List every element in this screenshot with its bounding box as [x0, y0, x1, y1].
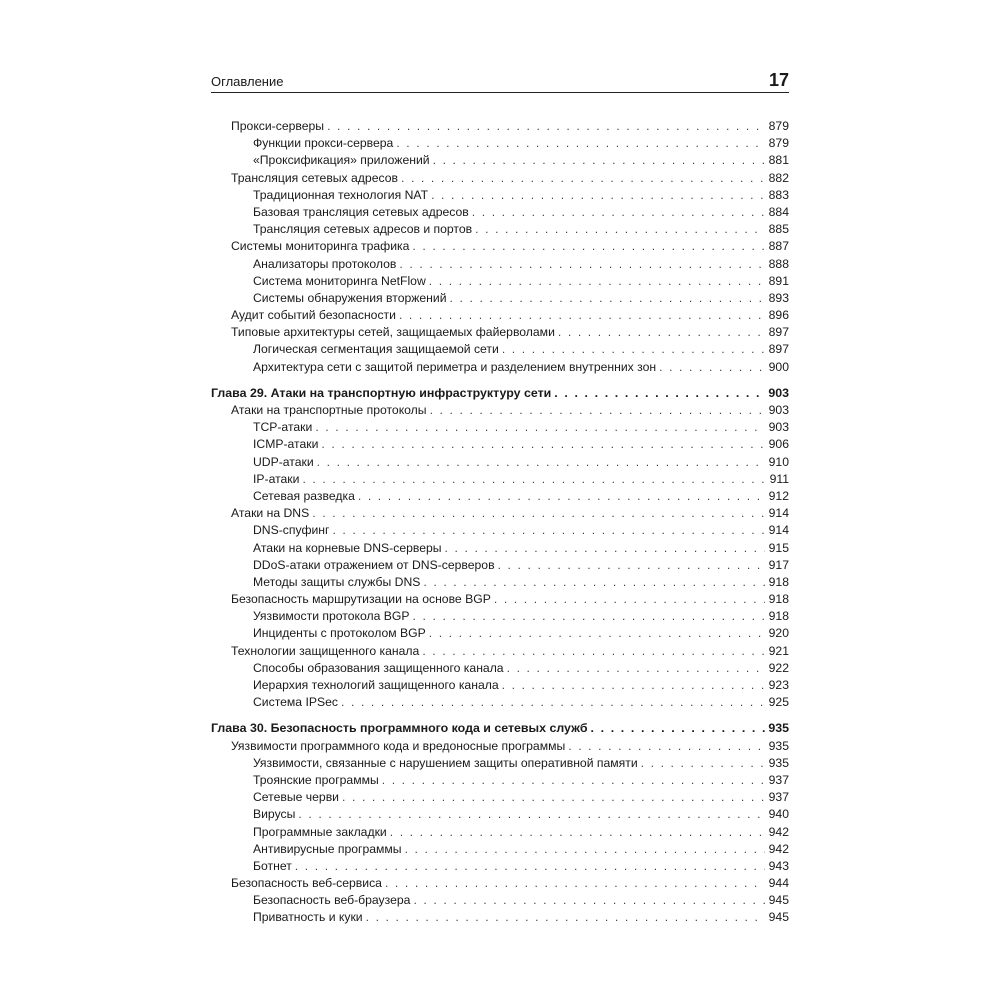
toc-entry[interactable] [211, 324, 789, 341]
toc-entry-title: Системы мониторинга трафика [231, 239, 410, 254]
toc-entry-page: 935 [768, 738, 789, 753]
toc-entry-title: ICMP-атаки [253, 437, 319, 452]
toc-entry-page: 911 [769, 471, 789, 486]
toc-entry-title: Система IPSec [253, 695, 338, 710]
chapter-spacer [211, 376, 789, 385]
dot-leader [641, 755, 765, 772]
toc-entry[interactable] [211, 187, 789, 204]
toc-entry[interactable] [211, 841, 789, 858]
toc-entry-title: Атаки на DNS [231, 506, 310, 521]
toc-entry-title: Атаки на транспортные протоколы [231, 403, 427, 417]
toc-entry-title: Ботнет [253, 858, 292, 873]
dot-leader [422, 643, 765, 660]
toc-entry-title: DDoS-атаки отражением от DNS-серверов [253, 557, 495, 572]
dot-leader [445, 540, 765, 557]
toc-entry-title: IP-атаки [253, 471, 300, 486]
toc-entry-page: 893 [768, 290, 789, 305]
toc-entry-page: 945 [768, 910, 789, 925]
dot-leader [382, 772, 765, 789]
toc-entry[interactable] [211, 341, 789, 358]
toc-entry[interactable] [211, 540, 789, 557]
page-number: 17 [768, 70, 789, 90]
dot-leader [450, 290, 765, 307]
toc-entry-title: Уязвимости, связанные с нарушением защиты оперативной памяти [253, 755, 638, 770]
toc-entry-page: 885 [768, 222, 789, 237]
dot-leader [321, 436, 765, 453]
toc-entry-page: 906 [768, 437, 789, 452]
dot-leader [412, 238, 765, 255]
running-header [211, 70, 789, 93]
toc-entry[interactable] [211, 118, 789, 135]
toc-entry[interactable] [211, 677, 789, 694]
dot-leader [429, 625, 765, 642]
dot-leader [312, 505, 765, 522]
dot-leader [399, 256, 765, 273]
toc-entry[interactable] [211, 755, 789, 772]
toc-entry-title: Вирусы [253, 807, 296, 822]
dot-leader [396, 135, 765, 152]
toc-entry-title: Глава 29. Атаки на транспортную инфраструктуру сети [211, 385, 552, 400]
running-header-title: Оглавление [211, 74, 284, 89]
toc-entry-page: 914 [768, 506, 789, 521]
toc-entry-title: Безопасность веб-сервиса [231, 876, 382, 891]
toc-entry-title: Базовая трансляция сетевых адресов [253, 204, 469, 219]
dot-leader [472, 204, 765, 221]
toc-entry-title: Глава 30. Безопасность программного кода и сетевых служб [211, 721, 588, 736]
toc-entry-page: 888 [768, 256, 789, 271]
toc-entry-page: 896 [768, 308, 789, 323]
toc-entry[interactable] [211, 660, 789, 677]
dot-leader [591, 720, 765, 737]
toc-entry-page: 900 [768, 359, 789, 374]
toc-entry-page: 903 [768, 403, 789, 417]
toc-entry[interactable] [211, 875, 789, 892]
toc-entry-page: 942 [768, 824, 789, 839]
toc-entry[interactable] [211, 471, 789, 488]
dot-leader [399, 307, 765, 324]
toc-entry-page: 945 [768, 893, 789, 908]
toc-entry-title: Антивирусные программы [253, 841, 402, 856]
toc-entry-page: 897 [768, 342, 789, 357]
toc-entry-title: Традиционная технология NAT [253, 187, 429, 202]
dot-leader [498, 557, 765, 574]
toc-entry-page: 921 [768, 643, 789, 658]
toc-entry-page: 897 [768, 325, 789, 340]
dot-leader [302, 471, 765, 488]
toc-entry-page: 912 [768, 488, 789, 503]
toc-entry-title: Безопасность маршрутизации на основе BGP [231, 592, 491, 607]
dot-leader [385, 875, 765, 892]
toc-entry[interactable] [211, 204, 789, 221]
dot-leader [341, 694, 765, 711]
toc-entry[interactable] [211, 806, 789, 823]
toc-entry-page: 879 [768, 136, 789, 151]
toc-entry[interactable] [211, 505, 789, 522]
toc-entry-title: Способы образования защищенного канала [253, 660, 504, 675]
dot-leader [315, 419, 765, 436]
dot-leader [366, 909, 765, 926]
toc-entry-page: 937 [768, 790, 789, 805]
toc-entry[interactable] [211, 591, 789, 608]
toc-entry-page: 918 [768, 609, 789, 624]
toc-entry-title: Логическая сегментация защищаемой сети [253, 342, 499, 357]
toc-entry-page: 920 [768, 626, 789, 641]
toc-entry-title: Анализаторы протоколов [253, 256, 397, 271]
dot-leader [494, 591, 765, 608]
toc-entry[interactable] [211, 738, 789, 755]
toc-entry-title: Сетевая разведка [253, 488, 355, 503]
dot-leader [431, 187, 765, 204]
dot-leader [502, 341, 765, 358]
toc-entry[interactable] [211, 824, 789, 841]
toc-entry-page: 903 [768, 385, 789, 400]
toc-entry[interactable] [211, 574, 789, 591]
toc-entry[interactable] [211, 170, 789, 187]
toc-entry[interactable] [211, 307, 789, 324]
toc-entry[interactable] [211, 454, 789, 471]
toc-entry-title: Методы защиты службы DNS [253, 574, 421, 589]
toc-chapter-entry[interactable] [211, 720, 789, 737]
dot-leader [433, 152, 765, 169]
toc-entry[interactable] [211, 625, 789, 642]
dot-leader [430, 402, 765, 419]
toc-entry-title: Функции прокси-сервера [253, 136, 394, 151]
chapter-spacer [211, 711, 789, 720]
dot-leader [502, 677, 765, 694]
dot-leader [327, 118, 765, 135]
dot-leader [507, 660, 765, 677]
toc-entry-page: 935 [768, 755, 789, 770]
dot-leader [568, 738, 765, 755]
dot-leader [358, 488, 765, 505]
toc-entry-page: 922 [768, 660, 789, 675]
toc-entry-page: 887 [768, 239, 789, 254]
dot-leader [413, 892, 765, 909]
toc-entry-page: 935 [768, 721, 789, 736]
dot-leader [475, 221, 765, 238]
toc-entry-title: Безопасность веб-браузера [253, 893, 411, 908]
toc-entry[interactable] [211, 909, 789, 926]
toc-entry-title: Приватность и куки [253, 910, 363, 925]
dot-leader [390, 824, 765, 841]
toc-entry-title: Система мониторинга NetFlow [253, 273, 426, 288]
toc-entry-title: «Проксификация» приложений [253, 153, 430, 168]
toc-entry[interactable] [211, 522, 789, 539]
dot-leader [298, 806, 765, 823]
toc-entry-title: Иерархия технологий защищенного канала [253, 678, 499, 692]
toc-entry[interactable] [211, 152, 789, 169]
toc-entry-page: 914 [768, 523, 789, 538]
toc-page [211, 70, 789, 927]
toc-entry-title: Типовые архитектуры сетей, защищаемых файерволами [231, 325, 555, 340]
toc-entry-page: 923 [768, 678, 789, 692]
dot-leader [332, 522, 765, 539]
toc-entry-title: Трансляция сетевых адресов и портов [253, 222, 473, 237]
toc-entry-title: UDP-атаки [253, 454, 314, 469]
dot-leader [405, 841, 765, 858]
toc-entry[interactable] [211, 557, 789, 574]
dot-leader [659, 359, 765, 376]
toc-chapter-entry[interactable] [211, 385, 789, 402]
toc-entry[interactable] [211, 488, 789, 505]
toc-entry-page: 882 [768, 170, 789, 185]
toc-entry-title: Трансляция сетевых адресов [231, 170, 398, 185]
toc-entry-page: 940 [768, 807, 789, 822]
toc-entry[interactable] [211, 772, 789, 789]
toc-entry-title: Атаки на корневые DNS-серверы [253, 540, 442, 555]
toc-entry-title: Инциденты с протоколом BGP [253, 626, 426, 641]
dot-leader [423, 574, 765, 591]
table-of-contents [211, 118, 789, 927]
toc-entry[interactable] [211, 419, 789, 436]
toc-entry[interactable] [211, 290, 789, 307]
toc-entry-page: 917 [768, 557, 789, 572]
toc-entry-page: 910 [768, 454, 789, 469]
toc-entry[interactable] [211, 238, 789, 255]
toc-entry-title: Архитектура сети с защитой периметра и разделением внутренних зон [253, 359, 657, 374]
toc-entry-page: 879 [768, 119, 789, 133]
toc-entry-page: 937 [768, 772, 789, 787]
toc-entry-title: Уязвимости программного кода и вредоносные программы [231, 738, 566, 753]
toc-entry-title: Сетевые черви [253, 790, 339, 805]
dot-leader [558, 324, 765, 341]
toc-entry-title: Системы обнаружения вторжений [253, 290, 447, 305]
toc-entry-page: 942 [768, 841, 789, 856]
toc-entry-page: 891 [768, 273, 789, 288]
toc-entry[interactable] [211, 858, 789, 875]
toc-entry-page: 918 [768, 574, 789, 589]
toc-entry[interactable] [211, 273, 789, 290]
toc-entry[interactable] [211, 892, 789, 909]
dot-leader [401, 170, 765, 187]
toc-entry[interactable] [211, 608, 789, 625]
toc-entry-page: 881 [768, 153, 789, 168]
toc-entry[interactable] [211, 135, 789, 152]
toc-entry[interactable] [211, 789, 789, 806]
toc-entry[interactable] [211, 359, 789, 376]
toc-entry-title: DNS-спуфинг [253, 523, 330, 538]
toc-entry-title: Программные закладки [253, 824, 387, 839]
toc-entry-page: 918 [768, 592, 789, 607]
toc-entry-title: Аудит событий безопасности [231, 308, 396, 323]
toc-entry-page: 925 [768, 695, 789, 710]
toc-entry-page: 943 [768, 858, 789, 873]
toc-entry-title: Троянские программы [253, 772, 379, 787]
toc-entry[interactable] [211, 694, 789, 711]
dot-leader [342, 789, 765, 806]
toc-entry-title: Технологии защищенного канала [231, 643, 420, 658]
dot-leader [429, 273, 765, 290]
toc-entry[interactable] [211, 402, 789, 419]
toc-entry[interactable] [211, 256, 789, 273]
toc-entry-page: 903 [768, 420, 789, 435]
dot-leader [317, 454, 765, 471]
toc-entry-page: 884 [768, 204, 789, 219]
toc-entry-page: 915 [768, 540, 789, 555]
toc-entry-title: TCP-атаки [253, 420, 313, 435]
toc-entry[interactable] [211, 436, 789, 453]
dot-leader [554, 385, 765, 402]
toc-entry-page: 883 [768, 187, 789, 202]
dot-leader [295, 858, 765, 875]
dot-leader [413, 608, 765, 625]
toc-entry-page: 944 [768, 876, 789, 891]
toc-entry-title: Прокси-серверы [231, 119, 325, 133]
toc-entry[interactable] [211, 221, 789, 238]
toc-entry-title: Уязвимости протокола BGP [253, 609, 410, 624]
toc-entry[interactable] [211, 643, 789, 660]
